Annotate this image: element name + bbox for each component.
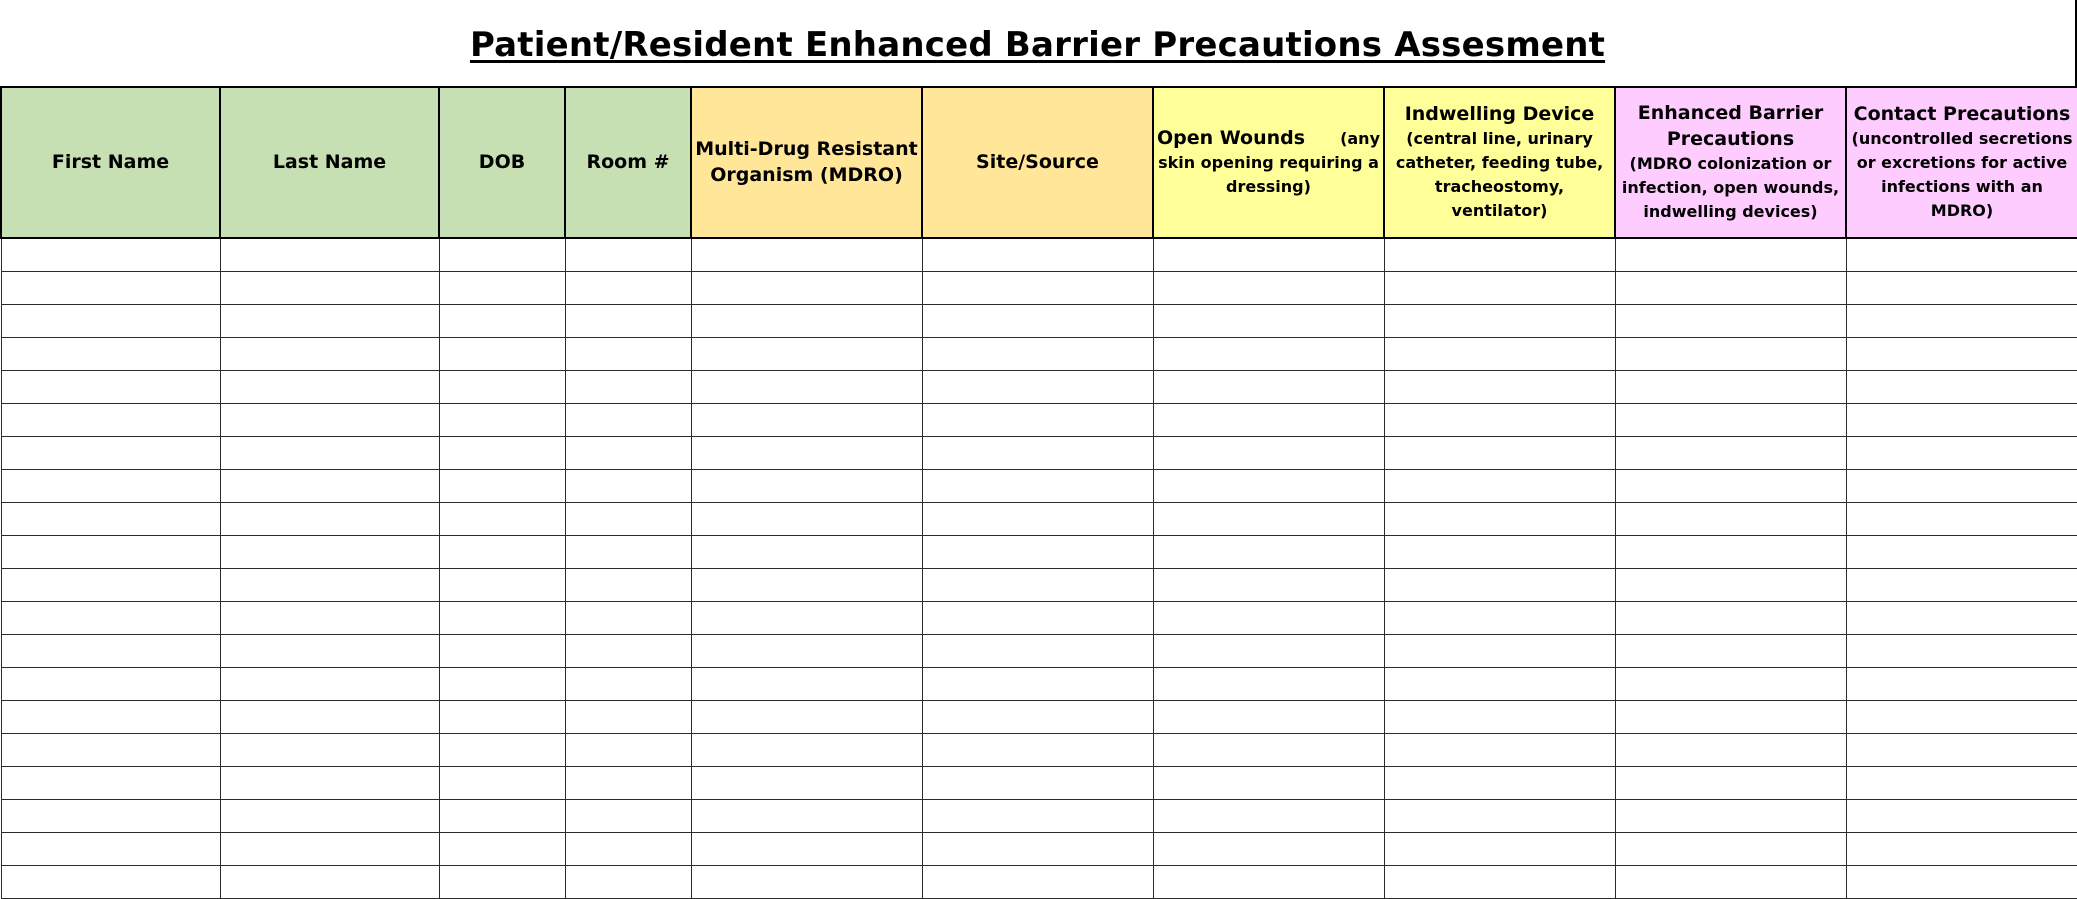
cell-contact-precautions[interactable]: [1846, 403, 2077, 436]
cell-last-name[interactable]: [220, 634, 439, 667]
table-row: [1, 733, 2077, 766]
cell-last-name[interactable]: [220, 568, 439, 601]
cell-indwelling-device[interactable]: [1384, 799, 1615, 832]
col-header-mdro: Multi-Drug Resistant Organism (MDRO): [691, 87, 922, 238]
table-row: [1, 865, 2077, 898]
cell-first-name[interactable]: [1, 667, 220, 700]
cell-last-name[interactable]: [220, 667, 439, 700]
cell-last-name[interactable]: [220, 271, 439, 304]
col-header-open-wounds: Open Wounds (any skin opening requiring a dressing): [1153, 87, 1384, 238]
col-header-indwelling-device: Indwelling Device (central line, urinary catheter, feeding tube, tracheostomy, ventilator): [1384, 87, 1615, 238]
cell-enhanced-barrier[interactable]: [1615, 733, 1846, 766]
cell-open-wounds[interactable]: [1153, 304, 1384, 337]
cell-room[interactable]: [565, 403, 691, 436]
cell-open-wounds[interactable]: [1153, 403, 1384, 436]
cell-site-source[interactable]: [922, 370, 1153, 403]
table-row: [1, 601, 2077, 634]
cell-open-wounds[interactable]: [1153, 271, 1384, 304]
cell-room[interactable]: [565, 568, 691, 601]
cell-first-name[interactable]: [1, 337, 220, 370]
cell-contact-precautions[interactable]: [1846, 337, 2077, 370]
table-row: [1, 337, 2077, 370]
cell-open-wounds[interactable]: [1153, 238, 1384, 271]
table-row: [1, 667, 2077, 700]
cell-mdro[interactable]: [691, 403, 922, 436]
cell-mdro[interactable]: [691, 502, 922, 535]
cell-room[interactable]: [565, 535, 691, 568]
cell-site-source[interactable]: [922, 271, 1153, 304]
cell-indwelling-device[interactable]: [1384, 469, 1615, 502]
cell-site-source[interactable]: [922, 601, 1153, 634]
cell-first-name[interactable]: [1, 535, 220, 568]
col-header-dob: DOB: [439, 87, 565, 238]
table-row: [1, 535, 2077, 568]
col-header-room: Room #: [565, 87, 691, 238]
table-row: [1, 568, 2077, 601]
cell-dob[interactable]: [439, 700, 565, 733]
cell-enhanced-barrier[interactable]: [1615, 601, 1846, 634]
cell-first-name[interactable]: [1, 370, 220, 403]
cell-open-wounds[interactable]: [1153, 832, 1384, 865]
cell-mdro[interactable]: [691, 436, 922, 469]
cell-first-name[interactable]: [1, 271, 220, 304]
cell-first-name[interactable]: [1, 469, 220, 502]
cell-open-wounds[interactable]: [1153, 766, 1384, 799]
open-wounds-title-row: Open Wounds (any: [1157, 126, 1380, 149]
cell-mdro[interactable]: [691, 799, 922, 832]
cell-indwelling-device[interactable]: [1384, 601, 1615, 634]
cell-enhanced-barrier[interactable]: [1615, 535, 1846, 568]
cell-dob[interactable]: [439, 667, 565, 700]
cell-site-source[interactable]: [922, 469, 1153, 502]
cell-last-name[interactable]: [220, 733, 439, 766]
cell-indwelling-device[interactable]: [1384, 634, 1615, 667]
cell-enhanced-barrier[interactable]: [1615, 337, 1846, 370]
table-row: [1, 403, 2077, 436]
cell-site-source[interactable]: [922, 403, 1153, 436]
cell-last-name[interactable]: [220, 238, 439, 271]
cell-room[interactable]: [565, 601, 691, 634]
table-row: [1, 370, 2077, 403]
cell-mdro[interactable]: [691, 700, 922, 733]
cell-contact-precautions[interactable]: [1846, 799, 2077, 832]
cell-dob[interactable]: [439, 271, 565, 304]
cell-contact-precautions[interactable]: [1846, 832, 2077, 865]
cell-indwelling-device[interactable]: [1384, 502, 1615, 535]
cell-open-wounds[interactable]: [1153, 667, 1384, 700]
cell-open-wounds[interactable]: [1153, 634, 1384, 667]
cell-site-source[interactable]: [922, 502, 1153, 535]
cell-site-source[interactable]: [922, 535, 1153, 568]
cell-contact-precautions[interactable]: [1846, 865, 2077, 898]
cell-dob[interactable]: [439, 535, 565, 568]
cell-last-name[interactable]: [220, 601, 439, 634]
cell-enhanced-barrier[interactable]: [1615, 469, 1846, 502]
cell-last-name[interactable]: [220, 337, 439, 370]
cell-site-source[interactable]: [922, 700, 1153, 733]
cell-mdro[interactable]: [691, 667, 922, 700]
cell-mdro[interactable]: [691, 832, 922, 865]
cell-dob[interactable]: [439, 469, 565, 502]
cell-contact-precautions[interactable]: [1846, 304, 2077, 337]
cell-contact-precautions[interactable]: [1846, 271, 2077, 304]
cell-first-name[interactable]: [1, 799, 220, 832]
cell-first-name[interactable]: [1, 502, 220, 535]
cell-site-source[interactable]: [922, 832, 1153, 865]
cell-indwelling-device[interactable]: [1384, 667, 1615, 700]
cell-dob[interactable]: [439, 832, 565, 865]
cell-last-name[interactable]: [220, 832, 439, 865]
cell-indwelling-device[interactable]: [1384, 304, 1615, 337]
cell-mdro[interactable]: [691, 535, 922, 568]
cell-last-name[interactable]: [220, 436, 439, 469]
cell-room[interactable]: [565, 634, 691, 667]
cell-first-name[interactable]: [1, 238, 220, 271]
cell-indwelling-device[interactable]: [1384, 700, 1615, 733]
cell-enhanced-barrier[interactable]: [1615, 832, 1846, 865]
cell-site-source[interactable]: [922, 304, 1153, 337]
assessment-table: [0, 86, 2077, 899]
cell-last-name[interactable]: [220, 469, 439, 502]
cell-mdro[interactable]: [691, 271, 922, 304]
col-header-site-source: Site/Source: [922, 87, 1153, 238]
cell-contact-precautions[interactable]: [1846, 634, 2077, 667]
cell-open-wounds[interactable]: [1153, 799, 1384, 832]
table-row: [1, 469, 2077, 502]
cell-contact-precautions[interactable]: [1846, 535, 2077, 568]
cell-open-wounds[interactable]: [1153, 370, 1384, 403]
cell-room[interactable]: [565, 238, 691, 271]
table-row: [1, 799, 2077, 832]
cell-dob[interactable]: [439, 238, 565, 271]
cell-last-name[interactable]: [220, 403, 439, 436]
cell-open-wounds[interactable]: [1153, 700, 1384, 733]
cell-open-wounds[interactable]: [1153, 865, 1384, 898]
cell-first-name[interactable]: [1, 766, 220, 799]
cell-first-name[interactable]: [1, 403, 220, 436]
cell-room[interactable]: [565, 370, 691, 403]
cell-mdro[interactable]: [691, 337, 922, 370]
cell-site-source[interactable]: [922, 238, 1153, 271]
table-row: [1, 502, 2077, 535]
cell-last-name[interactable]: [220, 535, 439, 568]
cell-open-wounds[interactable]: [1153, 568, 1384, 601]
cell-dob[interactable]: [439, 766, 565, 799]
cell-first-name[interactable]: [1, 436, 220, 469]
cell-contact-precautions[interactable]: [1846, 436, 2077, 469]
table-row: [1, 766, 2077, 799]
col-header-last-name: Last Name: [220, 87, 439, 238]
cell-enhanced-barrier[interactable]: [1615, 502, 1846, 535]
cell-site-source[interactable]: [922, 799, 1153, 832]
cell-indwelling-device[interactable]: [1384, 832, 1615, 865]
col-header-enhanced-barrier: Enhanced Barrier Precautions (MDRO colonization or infection, open wounds, indwelling devices): [1615, 87, 1846, 238]
cell-dob[interactable]: [439, 337, 565, 370]
cell-mdro[interactable]: [691, 634, 922, 667]
cell-indwelling-device[interactable]: [1384, 865, 1615, 898]
cell-enhanced-barrier[interactable]: [1615, 634, 1846, 667]
cell-last-name[interactable]: [220, 700, 439, 733]
cell-indwelling-device[interactable]: [1384, 238, 1615, 271]
table-body: [1, 238, 2077, 898]
cell-mdro[interactable]: [691, 865, 922, 898]
cell-last-name[interactable]: [220, 304, 439, 337]
cell-first-name[interactable]: [1, 733, 220, 766]
cell-enhanced-barrier[interactable]: [1615, 799, 1846, 832]
cell-dob[interactable]: [439, 304, 565, 337]
cell-first-name[interactable]: [1, 700, 220, 733]
col-header-contact-precautions: Contact Precautions (uncontrolled secretions or excretions for active infections with an MDRO): [1846, 87, 2077, 238]
cell-site-source[interactable]: [922, 766, 1153, 799]
cell-dob[interactable]: [439, 502, 565, 535]
cell-enhanced-barrier[interactable]: [1615, 436, 1846, 469]
cell-open-wounds[interactable]: [1153, 601, 1384, 634]
cell-mdro[interactable]: [691, 733, 922, 766]
cell-room[interactable]: [565, 271, 691, 304]
cell-open-wounds[interactable]: [1153, 502, 1384, 535]
cell-dob[interactable]: [439, 568, 565, 601]
cell-room[interactable]: [565, 502, 691, 535]
cell-site-source[interactable]: [922, 667, 1153, 700]
cell-mdro[interactable]: [691, 238, 922, 271]
cell-first-name[interactable]: [1, 304, 220, 337]
table-row: [1, 634, 2077, 667]
cell-enhanced-barrier[interactable]: [1615, 271, 1846, 304]
table-row: [1, 832, 2077, 865]
cell-open-wounds[interactable]: [1153, 535, 1384, 568]
cell-mdro[interactable]: [691, 469, 922, 502]
cell-enhanced-barrier[interactable]: [1615, 403, 1846, 436]
cell-room[interactable]: [565, 832, 691, 865]
cell-indwelling-device[interactable]: [1384, 535, 1615, 568]
page-title-text: Patient/Resident Enhanced Barrier Precautions Assesment: [469, 25, 1606, 65]
col-header-first-name: First Name: [1, 87, 220, 238]
cell-open-wounds[interactable]: [1153, 733, 1384, 766]
cell-room[interactable]: [565, 667, 691, 700]
cell-room[interactable]: [565, 337, 691, 370]
cell-mdro[interactable]: [691, 370, 922, 403]
cell-enhanced-barrier[interactable]: [1615, 766, 1846, 799]
cell-indwelling-device[interactable]: [1384, 436, 1615, 469]
cell-room[interactable]: [565, 766, 691, 799]
cell-open-wounds[interactable]: [1153, 469, 1384, 502]
cell-enhanced-barrier[interactable]: [1615, 304, 1846, 337]
cell-indwelling-device[interactable]: [1384, 733, 1615, 766]
cell-site-source[interactable]: [922, 337, 1153, 370]
cell-enhanced-barrier[interactable]: [1615, 568, 1846, 601]
cell-room[interactable]: [565, 469, 691, 502]
cell-room[interactable]: [565, 865, 691, 898]
table-row: [1, 238, 2077, 271]
cell-mdro[interactable]: [691, 304, 922, 337]
cell-contact-precautions[interactable]: [1846, 502, 2077, 535]
cell-dob[interactable]: [439, 799, 565, 832]
cell-indwelling-device[interactable]: [1384, 403, 1615, 436]
cell-open-wounds[interactable]: [1153, 436, 1384, 469]
cell-site-source[interactable]: [922, 634, 1153, 667]
table-row: [1, 436, 2077, 469]
cell-last-name[interactable]: [220, 799, 439, 832]
cell-contact-precautions[interactable]: [1846, 667, 2077, 700]
cell-mdro[interactable]: [691, 766, 922, 799]
cell-room[interactable]: [565, 733, 691, 766]
cell-contact-precautions[interactable]: [1846, 766, 2077, 799]
cell-contact-precautions[interactable]: [1846, 601, 2077, 634]
cell-first-name[interactable]: [1, 865, 220, 898]
cell-last-name[interactable]: [220, 502, 439, 535]
cell-contact-precautions[interactable]: [1846, 238, 2077, 271]
cell-dob[interactable]: [439, 865, 565, 898]
table-row: [1, 271, 2077, 304]
cell-dob[interactable]: [439, 601, 565, 634]
cell-contact-precautions[interactable]: [1846, 568, 2077, 601]
page-title: [0, 0, 2077, 88]
cell-first-name[interactable]: [1, 568, 220, 601]
cell-enhanced-barrier[interactable]: [1615, 865, 1846, 898]
cell-site-source[interactable]: [922, 568, 1153, 601]
cell-site-source[interactable]: [922, 436, 1153, 469]
table-row: [1, 304, 2077, 337]
cell-enhanced-barrier[interactable]: [1615, 667, 1846, 700]
cell-room[interactable]: [565, 700, 691, 733]
cell-open-wounds[interactable]: [1153, 337, 1384, 370]
header-row: [1, 87, 2077, 238]
cell-dob[interactable]: [439, 403, 565, 436]
cell-mdro[interactable]: [691, 568, 922, 601]
cell-room[interactable]: [565, 304, 691, 337]
cell-indwelling-device[interactable]: [1384, 370, 1615, 403]
cell-last-name[interactable]: [220, 766, 439, 799]
cell-contact-precautions[interactable]: [1846, 733, 2077, 766]
cell-last-name[interactable]: [220, 865, 439, 898]
cell-mdro[interactable]: [691, 601, 922, 634]
cell-indwelling-device[interactable]: [1384, 337, 1615, 370]
cell-indwelling-device[interactable]: [1384, 568, 1615, 601]
cell-indwelling-device[interactable]: [1384, 766, 1615, 799]
cell-site-source[interactable]: [922, 733, 1153, 766]
cell-contact-precautions[interactable]: [1846, 700, 2077, 733]
cell-indwelling-device[interactable]: [1384, 271, 1615, 304]
table-row: [1, 700, 2077, 733]
cell-contact-precautions[interactable]: [1846, 469, 2077, 502]
cell-dob[interactable]: [439, 634, 565, 667]
cell-enhanced-barrier[interactable]: [1615, 238, 1846, 271]
cell-first-name[interactable]: [1, 634, 220, 667]
cell-room[interactable]: [565, 799, 691, 832]
cell-enhanced-barrier[interactable]: [1615, 700, 1846, 733]
cell-enhanced-barrier[interactable]: [1615, 370, 1846, 403]
cell-dob[interactable]: [439, 436, 565, 469]
cell-dob[interactable]: [439, 370, 565, 403]
cell-contact-precautions[interactable]: [1846, 370, 2077, 403]
cell-site-source[interactable]: [922, 865, 1153, 898]
cell-first-name[interactable]: [1, 601, 220, 634]
cell-last-name[interactable]: [220, 370, 439, 403]
cell-dob[interactable]: [439, 733, 565, 766]
cell-room[interactable]: [565, 436, 691, 469]
cell-first-name[interactable]: [1, 832, 220, 865]
